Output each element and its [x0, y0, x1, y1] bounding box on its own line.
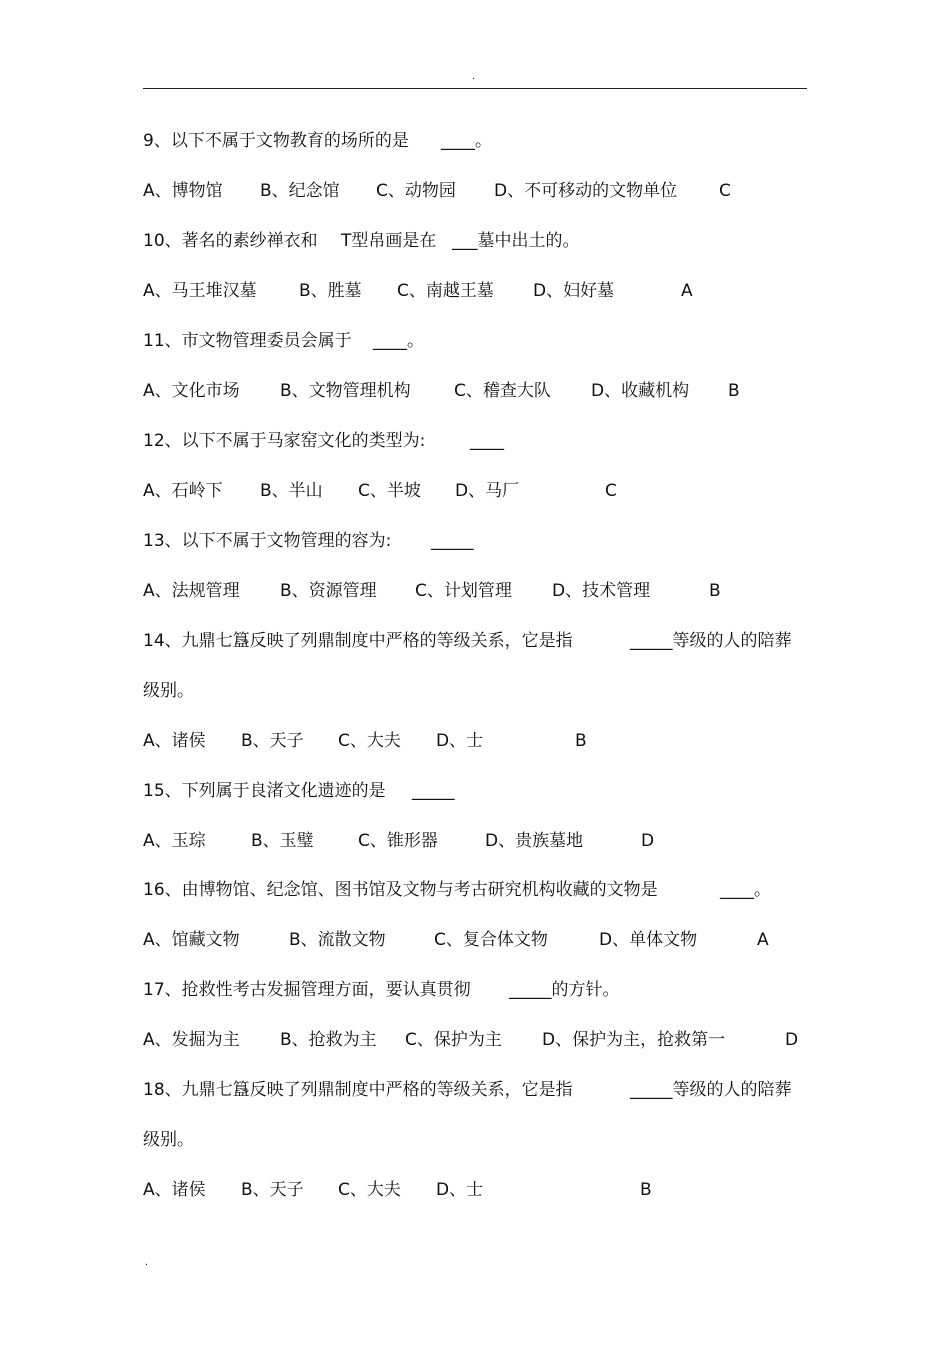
option-c: C、大夫: [338, 731, 401, 751]
answer-blank: _____等级的人的陪葬: [630, 1080, 792, 1100]
option-b: B、半山: [260, 481, 323, 501]
question-text: 9、以下不属于文物教育的场所的是: [143, 131, 409, 151]
answer-blank: ____。: [441, 131, 492, 151]
options-11: [143, 379, 740, 403]
option-d: D、士: [436, 1180, 484, 1200]
option-a: A、发掘为主: [143, 1030, 240, 1050]
options-14: [143, 729, 587, 753]
option-a: A、马王堆汉墓: [143, 281, 257, 301]
question-10: [143, 229, 580, 253]
option-b: B、抢救为主: [280, 1030, 377, 1050]
question-text: 13、以下不属于文物管理的容为:: [143, 531, 392, 551]
answer-key: B: [709, 581, 721, 601]
question-text: 16、由博物馆、纪念馆、图书馆及文物与考古研究机构收藏的文物是: [143, 880, 658, 900]
options-17: [143, 1028, 799, 1052]
question-text: 10、著名的素纱禅衣和: [143, 231, 318, 251]
option-c: C、计划管理: [415, 581, 512, 601]
option-d: D、单体文物: [599, 930, 698, 950]
answer-blank: _____: [412, 781, 455, 801]
option-c: C、稽查大队: [454, 381, 551, 401]
options-10: [143, 279, 693, 303]
question-text: 15、下列属于良渚文化遗迹的是: [143, 781, 386, 801]
option-b: B、文物管理机构: [280, 381, 411, 401]
question-17: [143, 978, 620, 1002]
option-c: C、动物园: [376, 181, 456, 201]
answer-key: C: [719, 181, 731, 201]
footer-mark: .: [145, 1257, 149, 1268]
question-text: 12、以下不属于马家窑文化的类型为:: [143, 431, 426, 451]
option-a: A、馆藏文物: [143, 930, 240, 950]
option-d: D、马厂: [455, 481, 520, 501]
options-18: [143, 1178, 652, 1202]
option-c: C、复合体文物: [434, 930, 548, 950]
question-18: [143, 1078, 792, 1102]
option-b: B、玉璧: [251, 831, 314, 851]
option-b: B、天子: [241, 731, 304, 751]
option-a: A、石岭下: [143, 481, 223, 501]
answer-key: D: [785, 1030, 799, 1050]
option-d: D、不可移动的文物单位: [494, 181, 678, 201]
option-c: C、锥形器: [358, 831, 438, 851]
option-a: A、文化市场: [143, 381, 240, 401]
options-9: [143, 179, 731, 203]
answer-blank: _____的方针。: [509, 980, 620, 1000]
option-b: B、天子: [241, 1180, 304, 1200]
option-b: B、纪念馆: [260, 181, 340, 201]
option-c: C、半坡: [358, 481, 421, 501]
question-text: 17、抢救性考古发掘管理方面，要认真贯彻: [143, 980, 471, 1000]
option-a: A、诸侯: [143, 731, 206, 751]
answer-blank: ___墓中出土的。: [452, 231, 580, 251]
answer-key: B: [728, 381, 740, 401]
option-b: B、流散文物: [289, 930, 386, 950]
answer-blank: ____。: [373, 331, 424, 351]
header-mark: .: [472, 71, 476, 82]
answer-key: A: [757, 930, 769, 950]
question-14: [143, 629, 792, 653]
option-c: C、南越王墓: [397, 281, 494, 301]
question-text: 11、市文物管理委员会属于: [143, 331, 352, 351]
option-b: B、资源管理: [280, 581, 377, 601]
option-d: D、技术管理: [552, 581, 651, 601]
option-a: A、玉琮: [143, 831, 206, 851]
question-text: 14、九鼎七簋反映了列鼎制度中严格的等级关系，它是指: [143, 631, 573, 651]
option-d: D、贵族墓地: [485, 831, 584, 851]
question-text-cont: 级别。: [143, 681, 194, 701]
answer-blank: ____: [470, 431, 504, 451]
options-15: [143, 829, 655, 853]
answer-key: B: [575, 731, 587, 751]
option-c: C、大夫: [338, 1180, 401, 1200]
option-a: A、法规管理: [143, 581, 240, 601]
option-d: D、士: [436, 731, 484, 751]
question-16: [143, 878, 771, 902]
question-11: [143, 329, 424, 353]
answer-blank: ____。: [720, 880, 771, 900]
option-d: D、收藏机构: [591, 381, 690, 401]
question-13: [143, 529, 474, 553]
answer-key: C: [605, 481, 617, 501]
question-text-cont: T型帛画是在: [341, 231, 437, 251]
answer-key: D: [641, 831, 655, 851]
answer-blank: _____: [431, 531, 474, 551]
header-rule: [143, 88, 807, 89]
options-13: [143, 579, 721, 603]
option-a: A、博物馆: [143, 181, 223, 201]
question-12: [143, 429, 504, 453]
option-d: D、妇好墓: [533, 281, 615, 301]
question-9: [143, 129, 492, 153]
question-18-cont: [143, 1128, 194, 1152]
options-16: [143, 928, 769, 952]
question-text: 18、九鼎七簋反映了列鼎制度中严格的等级关系，它是指: [143, 1080, 573, 1100]
options-12: [143, 479, 617, 503]
question-15: [143, 779, 455, 803]
answer-key: B: [640, 1180, 652, 1200]
option-a: A、诸侯: [143, 1180, 206, 1200]
option-c: C、保护为主: [405, 1030, 502, 1050]
answer-blank: _____等级的人的陪葬: [630, 631, 792, 651]
option-d: D、保护为主，抢救第一: [542, 1030, 726, 1050]
answer-key: A: [681, 281, 693, 301]
option-b: B、胜墓: [299, 281, 362, 301]
question-14-cont: [143, 679, 194, 703]
question-text-cont: 级别。: [143, 1130, 194, 1150]
